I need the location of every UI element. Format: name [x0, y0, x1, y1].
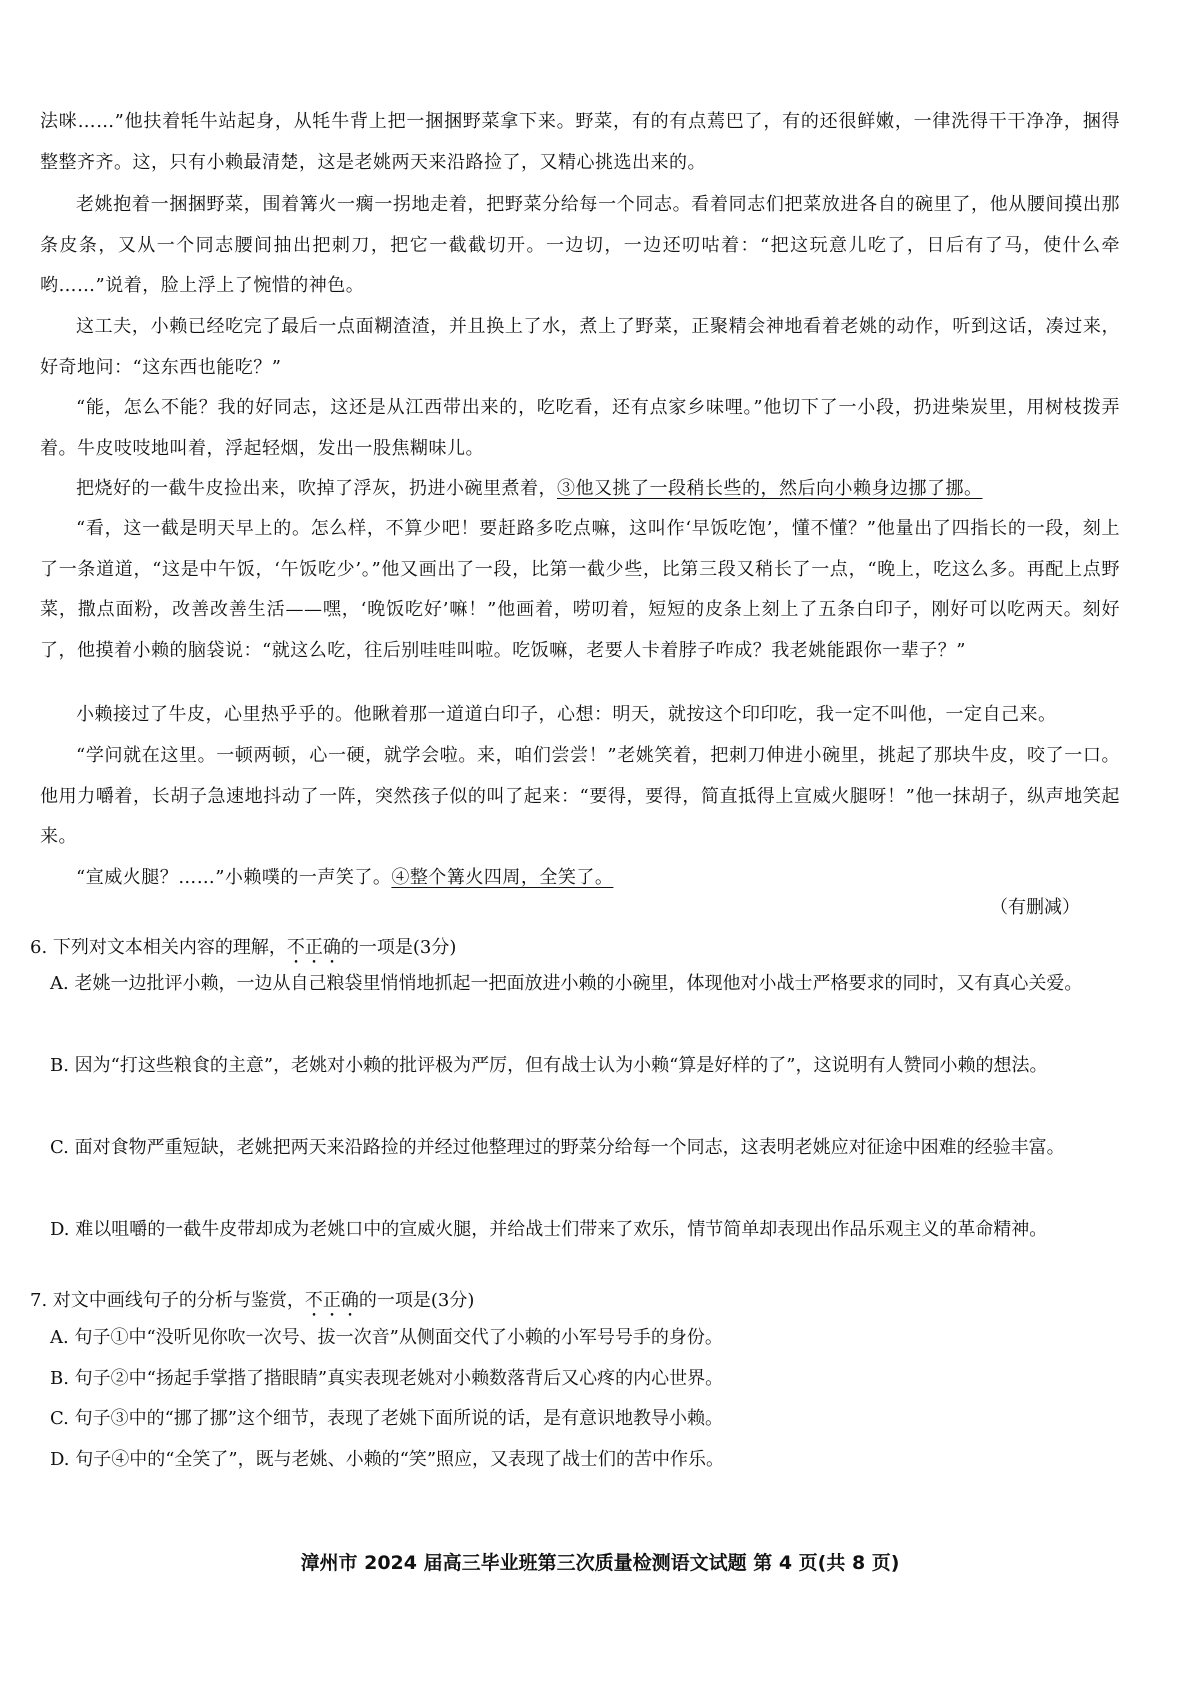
q7-stem-start: 7. 对文中画线句子的分析与鉴赏，	[30, 1290, 305, 1311]
q7-option-d: D. 句子④中的“全笑了”，既与老姚、小赖的“笑”照应，又表现了战士们的苦中作乐。	[50, 1449, 725, 1470]
passage-paragraph-4: “能，怎么不能？我的好同志，这还是从江西带出来的，吃吃看，还有点家乡味哩。”他切下了一小段，扔进柴炭里，用树枝拨弄着。牛皮吱吱地叫着，浮起轻烟，发出一股焦糊味儿。	[40, 397, 1120, 459]
underlined-sentence-3: ③他又挑了一段稍长些的，然后向小赖身边挪了挪。	[557, 478, 983, 499]
passage-paragraph-9	[40, 858, 1120, 899]
question-6-stem	[30, 934, 1120, 968]
q7-emphasis: 不正确	[304, 1290, 359, 1311]
q6-option-a: A. 老姚一边批评小赖，一边从自己粮袋里悄悄地抓起一把面放进小赖的小碗里，体现他对小战士严格要求的同时，又有真心关爱。	[50, 973, 1083, 994]
q6-stem-end: 的一项是(3分)	[340, 937, 457, 958]
q7-option-a: A. 句子①中“没听见你吹一次号、拔一次音”从侧面交代了小赖的小军号号手的身份。	[50, 1327, 723, 1348]
passage-paragraph-5	[40, 469, 1120, 510]
question-7-stem	[30, 1287, 1120, 1321]
q6-option-c: C. 面对食物严重短缺，老姚把两天来沿路捡的并经过他整理过的野菜分给每一个同志，这表明老姚应对征途中困难的经验丰富。	[50, 1137, 1065, 1158]
q7-option-c: C. 句子③中的“挪了挪”这个细节，表现了老姚下面所说的话，是有意识地教导小赖。	[50, 1408, 723, 1429]
underlined-sentence-4: ④整个篝火四周，全笑了。	[391, 867, 614, 888]
paragraph-5-text: 把烧好的一截牛皮捡出来，吹掉了浮灰，扔进小碗里煮着，	[76, 478, 557, 499]
passage-paragraph-8: “学问就在这里。一顿两顿，心一硬，就学会啦。来，咱们尝尝！”老姚笑着，把刺刀伸进小碗里，挑起了那块牛皮，咬了一口。他用力嚼着，长胡子急速地抖动了一阵，突然孩子似的叫了起来：“要得，要得，简直抵得上宣威火腿呀！”他一抹胡子，纵声地笑起来。	[40, 745, 1120, 847]
q6-emphasis: 不正确	[286, 937, 341, 958]
q6-option-d: D. 难以咀嚼的一截牛皮带却成为老姚口中的宣威火腿，并给战士们带来了欢乐，情节简单却表现出作品乐观主义的革命精神。	[50, 1219, 1048, 1240]
q7-stem-end: 的一项是(3分)	[358, 1290, 475, 1311]
passage-paragraph-3: 这工夫，小赖已经吃完了最后一点面糊渣渣，并且换上了水，煮上了野菜，正聚精会神地看着老姚的动作，听到这话，凑过来，好奇地问：“这东西也能吃？”	[40, 316, 1120, 378]
q7-option-b: B. 句子②中“扬起手掌揩了揩眼睛”真实表现老姚对小赖数落背后又心疼的内心世界。	[50, 1368, 724, 1389]
passage-paragraph-7: 小赖接过了牛皮，心里热乎乎的。他瞅着那一道道白印子，心想：明天，就按这个印印吃，我一定不叫他，一定自己来。	[76, 704, 1057, 725]
page-footer: 漳州市 2024 届高三毕业班第三次质量检测语文试题 第 4 页(共 8 页)	[300, 1552, 900, 1574]
passage-paragraph-1: 法咪……”他扶着牦牛站起身，从牦牛背上把一捆捆野菜拿下来。野菜，有的有点蔫巴了，有的还很鲜嫩，一律洗得干干净净，捆得整整齐齐。这，只有小赖最清楚，这是老姚两天来沿路捡了，又精心挑选出来的。	[40, 111, 1120, 173]
q6-option-b: B. 因为“打这些粮食的主意”，老姚对小赖的批评极为严厉，但有战士认为小赖“算是好样的了”，这说明有人赞同小赖的想法。	[50, 1055, 1048, 1076]
q6-stem-start: 6. 下列对文本相关内容的理解，	[30, 937, 287, 958]
paragraph-9-text: “宣威火腿？……”小赖噗的一声笑了。	[76, 867, 392, 888]
passage-paragraph-2: 老姚抱着一捆捆野菜，围着篝火一瘸一拐地走着，把野菜分给每一个同志。看着同志们把菜放进各自的碗里了，他从腰间摸出那条皮条，又从一个同志腰间抽出把刺刀，把它一截截切开。一边切，一边还叨咕着：“把这玩意儿吃了，日后有了马，使什么牵哟……”说着，脸上浮上了惋惜的神色。	[40, 194, 1120, 296]
passage-paragraph-6: “看，这一截是明天早上的。怎么样，不算少吧！要赶路多吃点嘛，这叫作‘早饭吃饱’，懂不懂？”他量出了四指长的一段，刻上了一条道道，“这是中午饭，‘午饭吃少’。”他又画出了一段，比第一截少些，比第三段又稍长了一点，“晚上，吃这么多。再配上点野菜，撒点面粉，改善改善生活——嘿，‘晚饭吃好’嘛！”他画着，唠叨着，短短的皮条上刻上了五条白印子，刚好可以吃两天。刻好了，他摸着小赖的脑袋说：“就这么吃，往后别哇哇叫啦。吃饭嘛，老要人卡着脖子咋成？我老姚能跟你一辈子？”	[40, 518, 1120, 661]
source-note: （有删减）	[990, 897, 1080, 918]
